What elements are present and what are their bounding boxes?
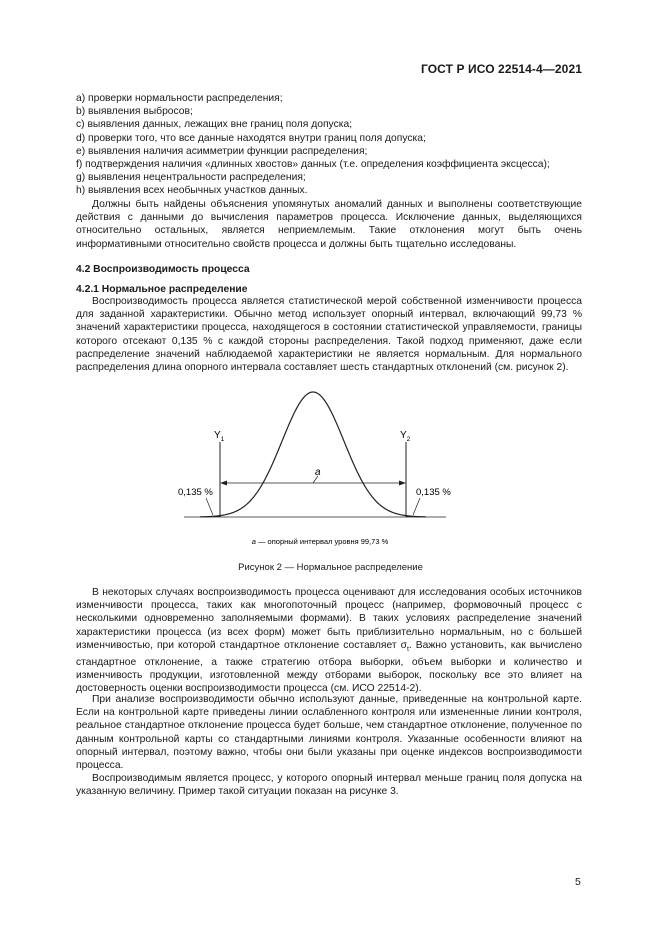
list-item: e) выявления наличия асимметрии функции распределения; bbox=[76, 145, 368, 157]
list-item: g) выявления нецентральности распределения; bbox=[76, 172, 306, 184]
y1-label: $Y_1$ bbox=[214, 430, 225, 443]
list-item: f) подтверждения наличия «длинных хвостов» данных (т.е. определения коэффициента эксцесса); bbox=[76, 159, 550, 171]
figure-caption: Рисунок 2 — Нормальное распределение bbox=[238, 562, 423, 573]
paragraph-anomalies: Должны быть найдены объяснения упомянутых аномалий данных и выполнены соответствующие действия с данными до вычисления параметров процесса. Исключение данных, выделяющихся относительно остальных, является неприемлемым. Такие отклонения могут быть очень информативными относительно свойств процесса и должны быть тщательно исследованы. bbox=[76, 199, 582, 250]
interval-arrow-left-head bbox=[220, 481, 227, 486]
list-item: h) выявления всех необычных участков данных. bbox=[76, 185, 308, 197]
right-pct-leader bbox=[413, 498, 420, 515]
section-heading-4-2: 4.2 Воспроизводимость процесса bbox=[76, 264, 250, 275]
figure-legend: a — опорный интервал уровня 99,73 % bbox=[251, 537, 389, 546]
paragraph-control-chart: При анализе воспроизводимости обычно используют данные, приведенные на контрольной карте. Если на контрольной карте приведены линии ослабленного контроля или измененные линии контроля, реальное стандартное отклонение процесса будет больше, чем стандартное отклонение, полученное по данным контрольной карты со стандартными линиями контроля. Указанные особенности влияют на опорный интервал, поэтому важно, чтобы они были указаны при оценке индексов воспроизводимости процесса. bbox=[76, 694, 582, 772]
list-item: c) выявления данных, лежащих вне границ поля допуска; bbox=[76, 119, 353, 131]
left-pct-leader bbox=[206, 498, 213, 515]
document-header: ГОСТ Р ИСО 22514-4—2021 bbox=[420, 62, 582, 76]
paragraph-capable-process: Воспроизводимым является процесс, у которого опорный интервал меньше границ поля допуска на указанную величину. Пример такой ситуации показан на рисунке 3. bbox=[76, 773, 582, 798]
list-item: a) проверки нормальности распределения; bbox=[76, 93, 283, 104]
y2-label: $Y_2$ bbox=[400, 430, 411, 443]
left-pct-label: 0,135 % bbox=[178, 487, 213, 498]
list-item: b) выявления выбросов; bbox=[76, 106, 193, 118]
section-heading-4-2-1: 4.2.1 Нормальное распределение bbox=[76, 284, 248, 295]
paragraph-special-sources: В некоторых случаях воспроизводимость процесса оценивают для исследования особых источников изменчивости процесса, таких как многопоточный процесс (например, формовочный процесс с несколькими одновременно заполняемыми формами). В таких условиях распределение значений характеристики процесса (из всех форм) может быть приблизительно нормальным, но с большей изменчивостью, при которой стандартное отклонение составляет $\sigma_t$. Важно установить, как вычислено стандартное отклонение, а также стратегию отбора выборки, объем выборки и количество и изменчивость продукции, изготовленной между отборами выборок, поскольку все это влияет на достоверность оценки воспроизводимости процесса (см. ИСО 22514-2). bbox=[76, 587, 582, 695]
interval-a-label: a bbox=[315, 467, 321, 478]
paragraph-capability: Воспроизводимость процесса является статистической мерой собственной изменчивости процесса для заданной характеристики. Обычно метод использует опорный интервал, включающий 99,73 % значений характеристики процесса, находящегося в состоянии статистической управляемости, границы которого отсекают 0,135 % с каждой стороны распределения. Такой подход применяют, даже если распределение значений наблюдаемой характеристики не является нормальным. Для нормального распределения длина опорного интервала составляет шесть стандартных отклонений (см. рисунок 2). bbox=[76, 296, 582, 374]
normal-distribution-figure bbox=[170, 386, 470, 546]
interval-arrow-right-head bbox=[399, 481, 406, 486]
page-number: 5 bbox=[575, 876, 581, 888]
list-item: d) проверки того, что все данные находятся внутри границ поля допуска; bbox=[76, 132, 426, 144]
bell-curve bbox=[200, 392, 426, 517]
check-list bbox=[76, 92, 582, 198]
right-pct-label: 0,135 % bbox=[416, 487, 451, 498]
